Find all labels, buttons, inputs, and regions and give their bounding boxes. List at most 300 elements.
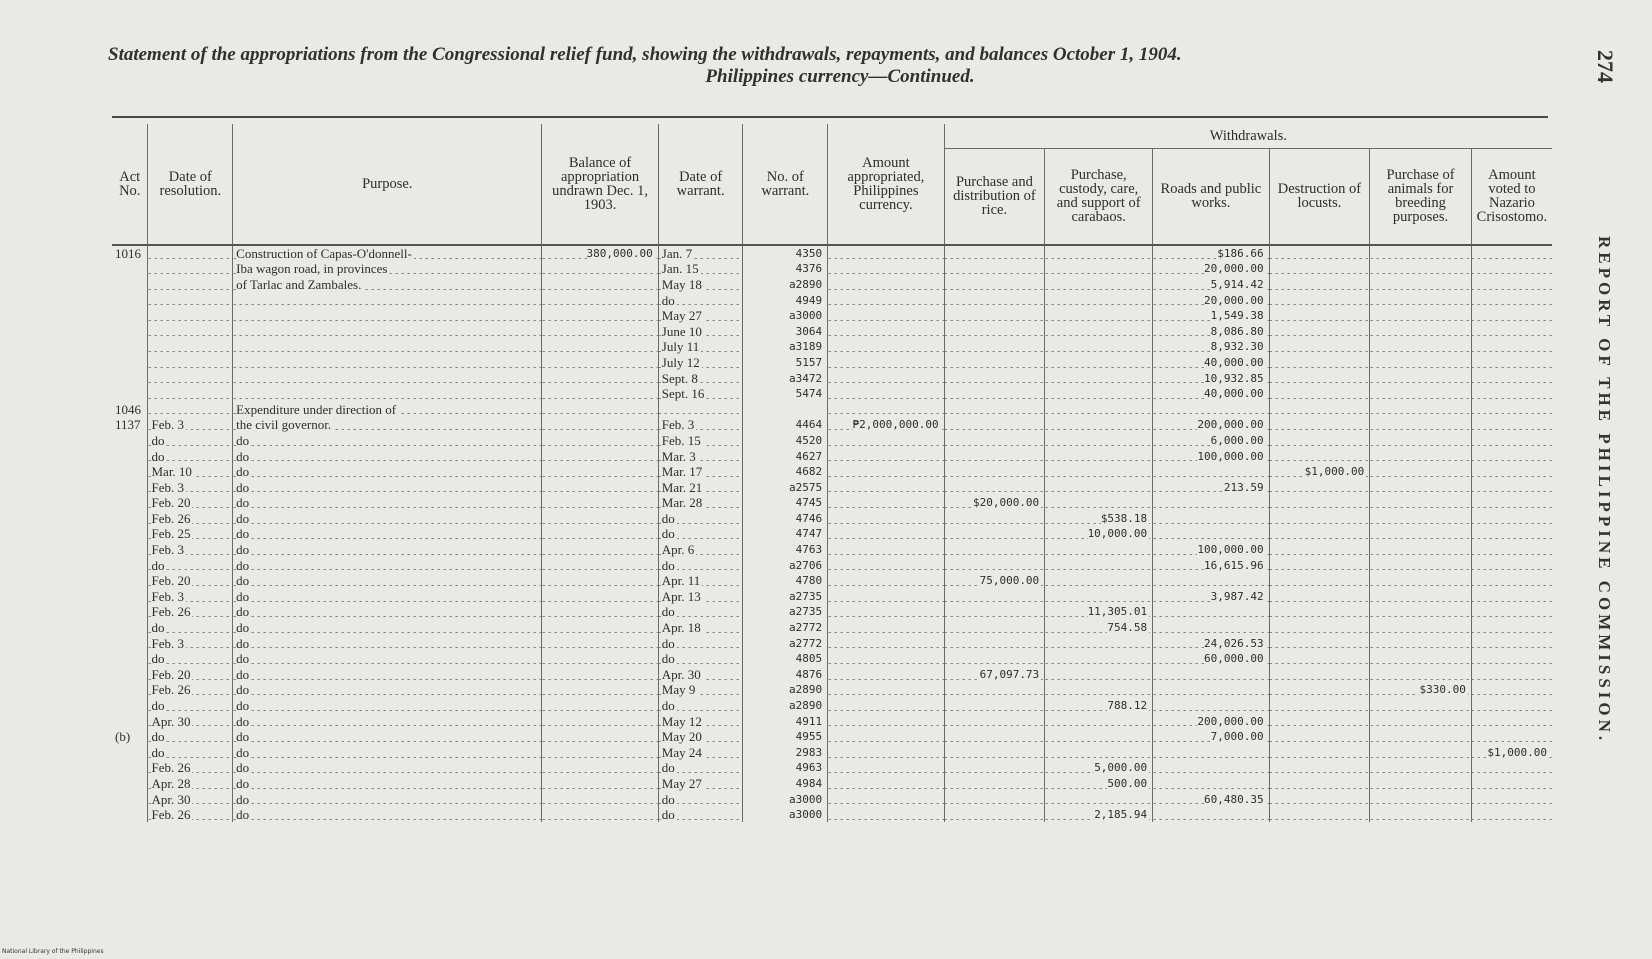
warrant-date-cell xyxy=(658,791,743,807)
nazario-cell xyxy=(1471,729,1552,745)
purpose-cell-text: do xyxy=(236,495,250,511)
warrant-date-cell xyxy=(658,417,743,433)
balance-cell xyxy=(542,635,658,651)
withdrawals-group: Withdrawals. xyxy=(944,124,1552,149)
animals-cell xyxy=(1370,479,1472,495)
warrant-no-cell-text: a2706 xyxy=(789,558,823,572)
warrant-no-cell-text: 4763 xyxy=(795,543,823,557)
roads-cell xyxy=(1153,479,1269,495)
warrant-date-cell xyxy=(658,479,743,495)
table-row xyxy=(112,667,1552,683)
rice-cell xyxy=(944,479,1045,495)
table-row xyxy=(112,745,1552,761)
nazario-cell xyxy=(1471,479,1552,495)
table-row xyxy=(112,433,1552,449)
nazario-cell xyxy=(1471,604,1552,620)
roads-cell xyxy=(1153,635,1269,651)
table-row xyxy=(112,355,1552,371)
locusts-cell xyxy=(1269,698,1370,714)
rice-cell xyxy=(944,245,1045,262)
balance-cell xyxy=(542,339,658,355)
act-cell xyxy=(112,745,148,761)
warrant-date-cell xyxy=(658,448,743,464)
carabao-cell-text: 500.00 xyxy=(1107,776,1148,790)
warrant-date-cell-text: July 11 xyxy=(661,339,700,355)
warrant-date-cell xyxy=(658,573,743,589)
col-date-warrant: Date of warrant. xyxy=(658,124,743,245)
rice-cell xyxy=(944,261,1045,277)
nazario-cell xyxy=(1471,495,1552,511)
table-row xyxy=(112,277,1552,293)
roads-cell xyxy=(1153,760,1269,776)
rice-cell xyxy=(944,682,1045,698)
warrant-no-cell xyxy=(743,620,828,636)
nazario-cell xyxy=(1471,464,1552,480)
warrant-no-cell xyxy=(743,277,828,293)
roads-cell xyxy=(1153,277,1269,293)
warrant-no-cell-text: 5157 xyxy=(795,355,823,369)
balance-cell xyxy=(542,791,658,807)
amount-cell xyxy=(828,682,944,698)
nazario-cell xyxy=(1471,245,1552,262)
warrant-date-cell xyxy=(658,292,743,308)
table-row xyxy=(112,791,1552,807)
animals-cell xyxy=(1370,495,1472,511)
warrant-no-cell xyxy=(743,698,828,714)
roads-cell xyxy=(1153,417,1269,433)
carabao-cell xyxy=(1045,635,1153,651)
warrant-no-cell-text: 4805 xyxy=(795,652,823,666)
purpose-cell xyxy=(233,433,542,449)
table-row xyxy=(112,339,1552,355)
warrant-no-cell xyxy=(743,651,828,667)
resolution-date-cell xyxy=(148,479,233,495)
carabao-cell-text: 10,000.00 xyxy=(1087,527,1148,541)
locusts-cell xyxy=(1269,667,1370,683)
balance-cell xyxy=(542,355,658,371)
nazario-cell xyxy=(1471,651,1552,667)
warrant-date-cell-text: June 10 xyxy=(661,323,702,339)
locusts-cell xyxy=(1269,776,1370,792)
table-row xyxy=(112,292,1552,308)
act-cell-text: 1016 xyxy=(115,245,141,261)
warrant-date-cell xyxy=(658,433,743,449)
amount-cell xyxy=(828,698,944,714)
locusts-cell xyxy=(1269,760,1370,776)
rice-cell xyxy=(944,651,1045,667)
resolution-date-cell xyxy=(148,542,233,558)
carabao-cell xyxy=(1045,589,1153,605)
locusts-cell xyxy=(1269,791,1370,807)
resolution-date-cell xyxy=(148,651,233,667)
carabao-cell xyxy=(1045,682,1153,698)
resolution-date-cell xyxy=(148,682,233,698)
locusts-cell xyxy=(1269,479,1370,495)
balance-cell xyxy=(542,682,658,698)
table-row xyxy=(112,495,1552,511)
carabao-cell xyxy=(1045,495,1153,511)
resolution-date-cell xyxy=(148,713,233,729)
warrant-no-cell-text: a3472 xyxy=(789,371,823,385)
balance-cell xyxy=(542,495,658,511)
amount-cell xyxy=(828,464,944,480)
act-cell xyxy=(112,573,148,589)
act-cell xyxy=(112,713,148,729)
resolution-date-cell-text: Apr. 28 xyxy=(151,775,191,791)
act-cell xyxy=(112,261,148,277)
table-row xyxy=(112,682,1552,698)
carabao-cell-text: 2,185.94 xyxy=(1094,808,1148,822)
col-purpose: Purpose. xyxy=(233,124,542,245)
purpose-cell xyxy=(233,635,542,651)
warrant-date-cell-text: do xyxy=(661,807,675,823)
warrant-no-cell-text: a3000 xyxy=(789,808,823,822)
resolution-date-cell-text: Apr. 30 xyxy=(151,713,191,729)
purpose-cell-text: do xyxy=(236,775,250,791)
locusts-cell xyxy=(1269,323,1370,339)
col-rice: Purchase and distribution of rice. xyxy=(944,149,1045,245)
roads-cell-text: 200,000.00 xyxy=(1197,418,1264,432)
balance-cell xyxy=(542,479,658,495)
warrant-date-cell xyxy=(658,698,743,714)
roads-cell-text: 6,000.00 xyxy=(1210,433,1264,447)
resolution-date-cell xyxy=(148,729,233,745)
locusts-cell xyxy=(1269,495,1370,511)
purpose-cell-text: do xyxy=(236,510,250,526)
locusts-cell-text: $1,000.00 xyxy=(1304,465,1365,479)
animals-cell xyxy=(1370,557,1472,573)
resolution-date-cell xyxy=(148,511,233,527)
warrant-date-cell xyxy=(658,370,743,386)
warrant-date-cell-text: Apr. 13 xyxy=(661,588,701,604)
amount-cell xyxy=(828,511,944,527)
nazario-cell-text: $1,000.00 xyxy=(1487,745,1547,759)
act-cell xyxy=(112,589,148,605)
nazario-cell xyxy=(1471,682,1552,698)
purpose-cell-text: do xyxy=(236,729,250,745)
purpose-cell xyxy=(233,370,542,386)
col-roads: Roads and public works. xyxy=(1153,149,1269,245)
resolution-date-cell-text: do xyxy=(151,698,165,714)
act-cell xyxy=(112,667,148,683)
act-cell xyxy=(112,698,148,714)
balance-cell xyxy=(542,776,658,792)
locusts-cell xyxy=(1269,573,1370,589)
nazario-cell xyxy=(1471,308,1552,324)
table-row xyxy=(112,261,1552,277)
purpose-cell xyxy=(233,479,542,495)
animals-cell xyxy=(1370,370,1472,386)
purpose-cell xyxy=(233,495,542,511)
col-locusts: Destruction of locusts. xyxy=(1269,149,1370,245)
rice-cell xyxy=(944,589,1045,605)
table-row xyxy=(112,604,1552,620)
warrant-no-cell xyxy=(743,308,828,324)
roads-cell xyxy=(1153,323,1269,339)
resolution-date-cell xyxy=(148,557,233,573)
resolution-date-cell xyxy=(148,526,233,542)
warrant-date-cell xyxy=(658,323,743,339)
animals-cell xyxy=(1370,386,1472,402)
nazario-cell xyxy=(1471,261,1552,277)
animals-cell-text: $330.00 xyxy=(1419,683,1466,697)
warrant-date-cell xyxy=(658,635,743,651)
locusts-cell xyxy=(1269,448,1370,464)
act-cell xyxy=(112,511,148,527)
purpose-cell-text: do xyxy=(236,432,250,448)
resolution-date-cell xyxy=(148,245,233,262)
animals-cell xyxy=(1370,620,1472,636)
carabao-cell xyxy=(1045,261,1153,277)
locusts-cell xyxy=(1269,604,1370,620)
table-row xyxy=(112,760,1552,776)
warrant-date-cell-text: Mar. 28 xyxy=(661,495,703,511)
table-body xyxy=(112,245,1552,823)
purpose-cell-text: do xyxy=(236,713,250,729)
locusts-cell xyxy=(1269,370,1370,386)
balance-cell xyxy=(542,542,658,558)
warrant-date-cell-text: Sept. 16 xyxy=(661,386,705,402)
warrant-date-cell-text: May 9 xyxy=(661,682,696,698)
purpose-cell xyxy=(233,557,542,573)
nazario-cell xyxy=(1471,355,1552,371)
carabao-cell xyxy=(1045,713,1153,729)
warrant-date-cell xyxy=(658,339,743,355)
warrant-no-cell-text: a3000 xyxy=(789,309,823,323)
animals-cell xyxy=(1370,417,1472,433)
warrant-date-cell-text: do xyxy=(661,510,675,526)
roads-cell xyxy=(1153,245,1269,262)
warrant-no-cell xyxy=(743,448,828,464)
balance-cell xyxy=(542,589,658,605)
nazario-cell xyxy=(1471,386,1552,402)
warrant-no-cell xyxy=(743,433,828,449)
purpose-cell-text: do xyxy=(236,698,250,714)
warrant-no-cell-text: 4682 xyxy=(795,465,823,479)
resolution-date-cell xyxy=(148,433,233,449)
purpose-cell-text: do xyxy=(236,464,250,480)
nazario-cell xyxy=(1471,277,1552,293)
col-amount: Amount appropriated, Philippines currency. xyxy=(828,124,944,245)
amount-cell xyxy=(828,573,944,589)
title-line-1: Statement of the appropriations from the Congressional relief fund, showing the withdrawals, repayments, and balances October 1, 1904. xyxy=(108,44,1182,65)
warrant-date-cell-text: May 27 xyxy=(661,775,702,791)
act-cell xyxy=(112,620,148,636)
table-row xyxy=(112,651,1552,667)
carabao-cell xyxy=(1045,729,1153,745)
animals-cell xyxy=(1370,573,1472,589)
carabao-cell xyxy=(1045,245,1153,262)
purpose-cell-text: do xyxy=(236,588,250,604)
animals-cell xyxy=(1370,401,1472,417)
purpose-cell xyxy=(233,620,542,636)
roads-cell xyxy=(1153,745,1269,761)
warrant-no-cell xyxy=(743,355,828,371)
balance-cell xyxy=(542,713,658,729)
rice-cell xyxy=(944,308,1045,324)
roads-cell-text: 7,000.00 xyxy=(1210,730,1264,744)
rice-cell xyxy=(944,448,1045,464)
animals-cell xyxy=(1370,682,1472,698)
balance-cell xyxy=(542,557,658,573)
table-row xyxy=(112,386,1552,402)
nazario-cell xyxy=(1471,448,1552,464)
locusts-cell xyxy=(1269,713,1370,729)
nazario-cell xyxy=(1471,542,1552,558)
rice-cell xyxy=(944,355,1045,371)
animals-cell xyxy=(1370,729,1472,745)
locusts-cell xyxy=(1269,464,1370,480)
title-line-2: Philippines currency—Continued. xyxy=(705,66,975,87)
resolution-date-cell-text: do xyxy=(151,744,165,760)
amount-cell xyxy=(828,729,944,745)
purpose-cell xyxy=(233,339,542,355)
amount-cell xyxy=(828,526,944,542)
amount-cell xyxy=(828,791,944,807)
resolution-date-cell-text: Feb. 20 xyxy=(151,666,191,682)
warrant-date-cell-text: May 12 xyxy=(661,713,702,729)
warrant-no-cell xyxy=(743,604,828,620)
purpose-cell-text: do xyxy=(236,479,250,495)
act-cell xyxy=(112,604,148,620)
animals-cell xyxy=(1370,713,1472,729)
resolution-date-cell xyxy=(148,495,233,511)
animals-cell xyxy=(1370,464,1472,480)
purpose-cell-text: do xyxy=(236,791,250,807)
warrant-no-cell-text: 4780 xyxy=(795,574,823,588)
amount-cell xyxy=(828,386,944,402)
purpose-cell xyxy=(233,511,542,527)
amount-cell xyxy=(828,542,944,558)
warrant-date-cell-text: Jan. 15 xyxy=(661,261,699,277)
roads-cell xyxy=(1153,495,1269,511)
rice-cell-text: 75,000.00 xyxy=(979,574,1040,588)
animals-cell xyxy=(1370,542,1472,558)
purpose-cell xyxy=(233,745,542,761)
warrant-date-cell-text: Feb. 15 xyxy=(661,432,701,448)
purpose-cell-text: do xyxy=(236,542,250,558)
balance-cell xyxy=(542,245,658,262)
nazario-cell xyxy=(1471,339,1552,355)
roads-cell xyxy=(1153,651,1269,667)
animals-cell xyxy=(1370,776,1472,792)
warrant-date-cell-text: do xyxy=(661,635,675,651)
carabao-cell xyxy=(1045,651,1153,667)
balance-cell xyxy=(542,448,658,464)
warrant-date-cell xyxy=(658,776,743,792)
warrant-no-cell-text: 4984 xyxy=(795,776,823,790)
amount-cell xyxy=(828,667,944,683)
warrant-date-cell xyxy=(658,245,743,262)
purpose-cell xyxy=(233,417,542,433)
warrant-no-cell xyxy=(743,713,828,729)
roads-cell-text: 20,000.00 xyxy=(1204,293,1264,307)
purpose-cell xyxy=(233,245,542,262)
roads-cell xyxy=(1153,292,1269,308)
roads-cell-text: 20,000.00 xyxy=(1204,262,1264,276)
warrant-date-cell xyxy=(658,511,743,527)
roads-cell-text: 100,000.00 xyxy=(1197,449,1264,463)
roads-cell xyxy=(1153,557,1269,573)
rice-cell xyxy=(944,698,1045,714)
resolution-date-cell xyxy=(148,776,233,792)
warrant-no-cell-text: 4520 xyxy=(795,433,823,447)
warrant-date-cell xyxy=(658,682,743,698)
warrant-no-cell-text: 4350 xyxy=(795,246,823,260)
warrant-no-cell xyxy=(743,323,828,339)
table-row xyxy=(112,526,1552,542)
rice-cell xyxy=(944,557,1045,573)
roads-cell-text: 60,480.35 xyxy=(1204,792,1264,806)
resolution-date-cell xyxy=(148,807,233,823)
amount-cell xyxy=(828,417,944,433)
carabao-cell xyxy=(1045,386,1153,402)
locusts-cell xyxy=(1269,339,1370,355)
nazario-cell xyxy=(1471,401,1552,417)
roads-cell xyxy=(1153,573,1269,589)
warrant-date-cell xyxy=(658,745,743,761)
locusts-cell xyxy=(1269,807,1370,823)
warrant-no-cell xyxy=(743,791,828,807)
carabao-cell xyxy=(1045,308,1153,324)
balance-cell xyxy=(542,511,658,527)
resolution-date-cell xyxy=(148,573,233,589)
rice-cell xyxy=(944,807,1045,823)
table-row xyxy=(112,635,1552,651)
carabao-cell xyxy=(1045,355,1153,371)
purpose-cell xyxy=(233,323,542,339)
amount-cell xyxy=(828,401,944,417)
carabao-cell xyxy=(1045,339,1153,355)
roads-cell xyxy=(1153,667,1269,683)
purpose-cell xyxy=(233,791,542,807)
purpose-cell xyxy=(233,573,542,589)
amount-cell xyxy=(828,776,944,792)
nazario-cell xyxy=(1471,807,1552,823)
roads-cell xyxy=(1153,604,1269,620)
resolution-date-cell-text: do xyxy=(151,557,165,573)
locusts-cell xyxy=(1269,386,1370,402)
act-cell-text: (b) xyxy=(115,729,131,745)
amount-cell-text: ₱2,000,000.00 xyxy=(852,418,939,432)
purpose-cell xyxy=(233,776,542,792)
warrant-no-cell xyxy=(743,511,828,527)
amount-cell xyxy=(828,589,944,605)
warrant-date-cell-text: Apr. 30 xyxy=(661,666,701,682)
resolution-date-cell xyxy=(148,745,233,761)
warrant-no-cell xyxy=(743,339,828,355)
balance-cell xyxy=(542,729,658,745)
warrant-no-cell-text: 4376 xyxy=(795,262,823,276)
warrant-no-cell-text: 4955 xyxy=(795,730,823,744)
locusts-cell xyxy=(1269,245,1370,262)
act-cell xyxy=(112,308,148,324)
nazario-cell xyxy=(1471,667,1552,683)
table-row xyxy=(112,370,1552,386)
carabao-cell xyxy=(1045,448,1153,464)
amount-cell xyxy=(828,713,944,729)
resolution-date-cell-text: Mar. 10 xyxy=(151,464,192,480)
rice-cell-text: 67,097.73 xyxy=(979,667,1040,681)
animals-cell xyxy=(1370,745,1472,761)
purpose-cell xyxy=(233,526,542,542)
carabao-cell xyxy=(1045,277,1153,293)
nazario-cell xyxy=(1471,323,1552,339)
rice-cell-text: $20,000.00 xyxy=(972,496,1040,510)
roads-cell xyxy=(1153,620,1269,636)
resolution-date-cell-text: Feb. 26 xyxy=(151,682,191,698)
resolution-date-cell-text: do xyxy=(151,448,165,464)
